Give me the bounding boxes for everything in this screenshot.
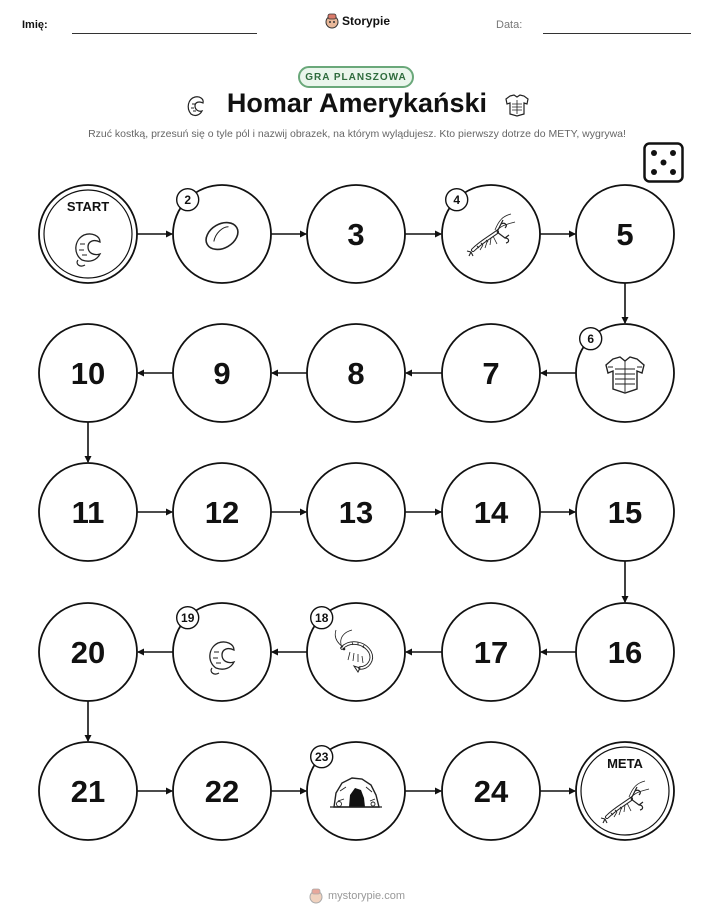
board-space[interactable] [39, 324, 137, 422]
storypie-logo-icon [309, 888, 323, 904]
space-number: 7 [482, 356, 500, 391]
board-space[interactable] [173, 742, 271, 840]
space-number: 10 [70, 356, 106, 391]
space-number: 14 [473, 495, 509, 530]
brand-name: Storypie [342, 14, 391, 28]
board-space[interactable] [576, 742, 674, 840]
space-number: 13 [338, 495, 374, 530]
space-number: 22 [204, 774, 240, 809]
board-space[interactable] [173, 324, 271, 422]
board-space[interactable] [39, 742, 137, 840]
board-space[interactable] [173, 463, 271, 561]
space-number: 4 [453, 193, 461, 208]
board-space[interactable] [39, 603, 137, 701]
board-space[interactable] [39, 463, 137, 561]
space-number: 23 [315, 750, 329, 765]
space-number: 2 [184, 193, 192, 208]
page-title: Homar Amerykański [226, 88, 488, 118]
space-number: 20 [70, 635, 106, 670]
space-number: 15 [607, 495, 643, 530]
board-space[interactable] [173, 185, 271, 283]
space-number: 16 [607, 635, 643, 670]
board-space[interactable] [442, 324, 540, 422]
start-label: START [66, 199, 110, 214]
space-number: 6 [587, 332, 595, 347]
space-number: 18 [315, 611, 329, 626]
board-space[interactable] [442, 603, 540, 701]
board-space[interactable] [442, 463, 540, 561]
space-number: 21 [70, 774, 106, 809]
board-space[interactable] [576, 185, 674, 283]
instructions: Rzuć kostką, przesuń się o tyle pól i nazwij obrazek, na którym wylądujesz. Kto pierwszy dotrze do METY, wygrywa! [88, 128, 626, 140]
board-space[interactable] [576, 463, 674, 561]
board-space[interactable] [576, 324, 674, 422]
space-number: 11 [71, 495, 105, 530]
space-number: 3 [347, 217, 365, 252]
board-space[interactable] [307, 603, 405, 701]
name-label: Imię: [22, 19, 48, 31]
footer-url: mystorypie.com [327, 890, 406, 902]
date-label: Data: [496, 19, 523, 31]
board-space[interactable] [307, 185, 405, 283]
board-space[interactable] [442, 185, 540, 283]
finish-label: META [607, 756, 643, 771]
space-number: 9 [213, 356, 231, 391]
category-badge: GRA PLANSZOWA [298, 66, 414, 88]
board-space[interactable] [307, 742, 405, 840]
space-number: 8 [347, 356, 365, 391]
board-space[interactable] [442, 742, 540, 840]
space-number: 17 [473, 635, 509, 670]
space-number: 5 [616, 217, 634, 252]
board-space[interactable] [173, 603, 271, 701]
board-space[interactable] [39, 185, 137, 283]
space-number: 19 [181, 611, 195, 626]
board-space[interactable] [307, 463, 405, 561]
footer [0, 888, 714, 904]
board-space[interactable] [307, 324, 405, 422]
space-number: 24 [473, 774, 509, 809]
board-space[interactable] [576, 603, 674, 701]
space-number: 12 [204, 495, 240, 530]
